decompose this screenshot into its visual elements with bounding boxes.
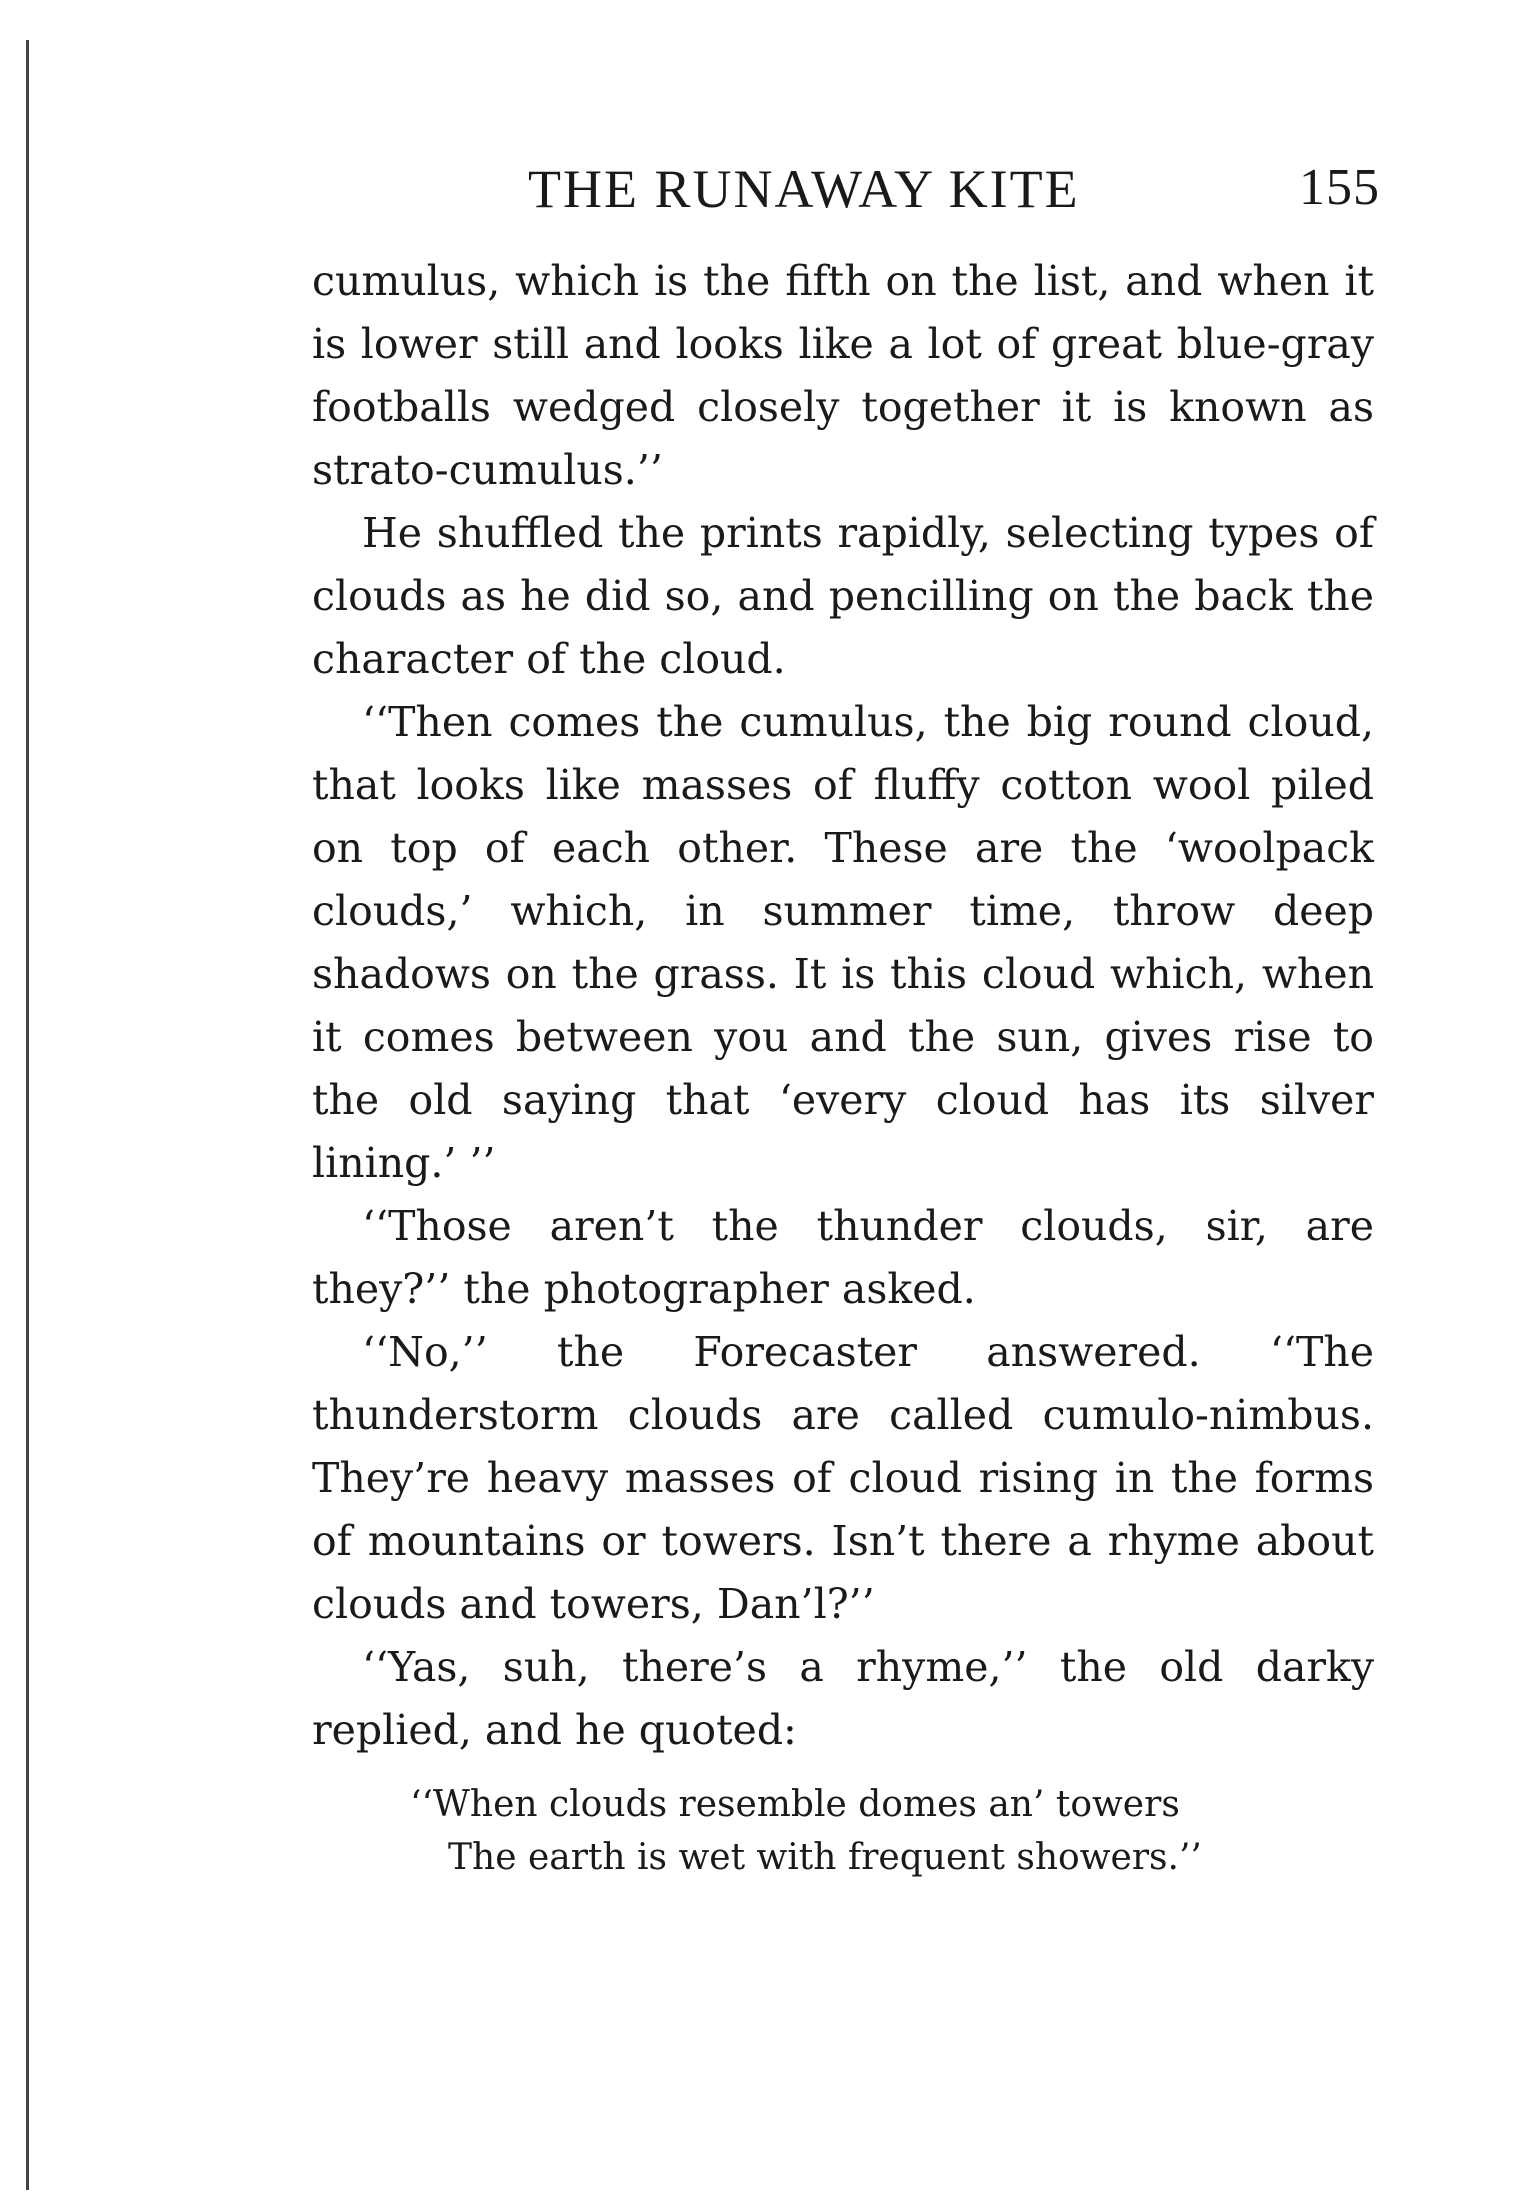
paragraph: ‘‘No,’’ the Forecaster answered. ‘‘The thunderstorm clouds are called cumulo-nimbus. They’re heavy masses of cloud rising in the forms of mountains or towers. Isn’t there a rhyme about clouds and towers, Dan’l?’’ [312,1328,1374,1628]
verse-line: ‘‘When clouds resemble domes an’ towers [410,1784,1180,1825]
running-title: THE RUNAWAY KITE [528,159,1080,219]
paragraph: He shuffled the prints rapidly, selecting types of clouds as he did so, and pencilling on the back the character of the cloud. [312,509,1374,683]
binding-edge-line [26,40,29,2190]
verse-line: The earth is wet with frequent showers.’’ [448,1837,1202,1878]
body-text [312,250,1374,1762]
paragraph: ‘‘Yas, suh, there’s a rhyme,’’ the old darky replied, and he quoted: [312,1643,1374,1754]
paragraph: ‘‘Those aren’t the thunder clouds, sir, are they?’’ the photographer asked. [312,1202,1374,1313]
verse-quote [410,1778,1310,1884]
running-head [312,158,1380,218]
paragraph-continued: cumulus, which is the fifth on the list, and when it is lower still and looks like a lot of great blue-gray footballs wedged closely together it is known as strato-cumulus.’’ [312,257,1374,494]
page-number: 155 [1299,159,1380,216]
paragraph: ‘‘Then comes the cumulus, the big round cloud, that looks like masses of fluffy cotton wool piled on top of each other. These are the ‘woolpack clouds,’ which, in summer time, throw deep shadows on the grass. It is this cloud which, when it comes between you and the sun, gives rise to the old saying that ‘every cloud has its silver lining.’ ’’ [312,698,1374,1187]
